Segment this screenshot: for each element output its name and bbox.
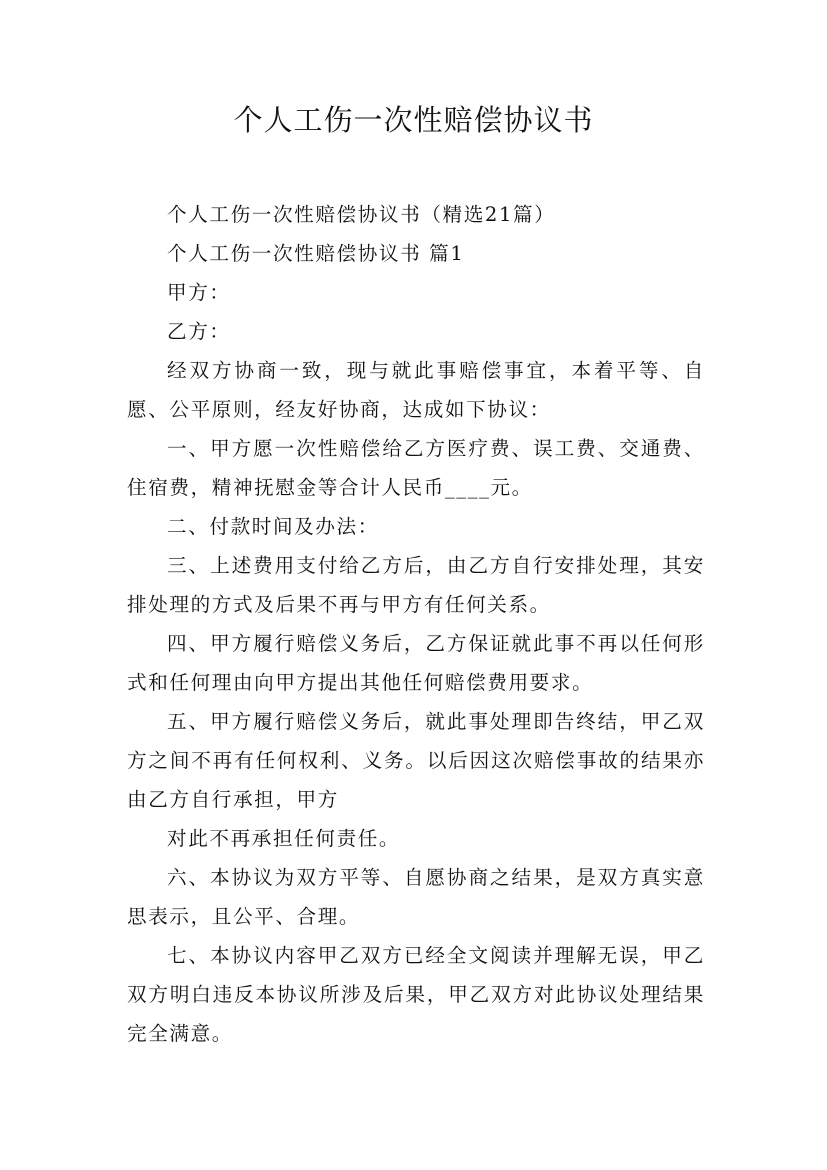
paragraph: 一、甲方愿一次性赔偿给乙方医疗费、误工费、交通费、住宿费，精神抚慰金等合计人民币____元。 xyxy=(127,437,705,499)
document-body xyxy=(127,195,705,1053)
paragraph: 个人工伤一次性赔偿协议书 篇1 xyxy=(167,242,465,265)
paragraph: 六、本协议为双方平等、自愿协商之结果，是双方真实意思表示，且公平、合理。 xyxy=(127,866,705,928)
paragraph: 乙方： xyxy=(167,320,231,343)
paragraph: 甲方： xyxy=(167,281,231,304)
paragraph: 对此不再承担任何责任。 xyxy=(167,827,401,850)
paragraph: 经双方协商一致，现与就此事赔偿事宜，本着平等、自愿、公平原则，经友好协商，达成如下协议： xyxy=(127,359,705,421)
paragraph: 四、甲方履行赔偿义务后，乙方保证就此事不再以任何形式和任何理由向甲方提出其他任何赔偿费用要求。 xyxy=(127,632,705,694)
paragraph: 二、付款时间及办法： xyxy=(167,515,379,538)
document-title: 个人工伤一次性赔偿协议书 xyxy=(233,103,594,137)
paragraph: 三、上述费用支付给乙方后，由乙方自行安排处理，其安排处理的方式及后果不再与甲方有任何关系。 xyxy=(127,554,705,616)
paragraph: 五、甲方履行赔偿义务后，就此事处理即告终结，甲乙双方之间不再有任何权利、义务。以后因这次赔偿事故的结果亦由乙方自行承担，甲方 xyxy=(127,710,705,811)
paragraph: 个人工伤一次性赔偿协议书（精选21篇） xyxy=(167,203,556,226)
paragraph: 七、本协议内容甲乙双方已经全文阅读并理解无误，甲乙双方明白违反本协议所涉及后果，甲乙双方对此协议处理结果完全满意。 xyxy=(127,944,705,1045)
